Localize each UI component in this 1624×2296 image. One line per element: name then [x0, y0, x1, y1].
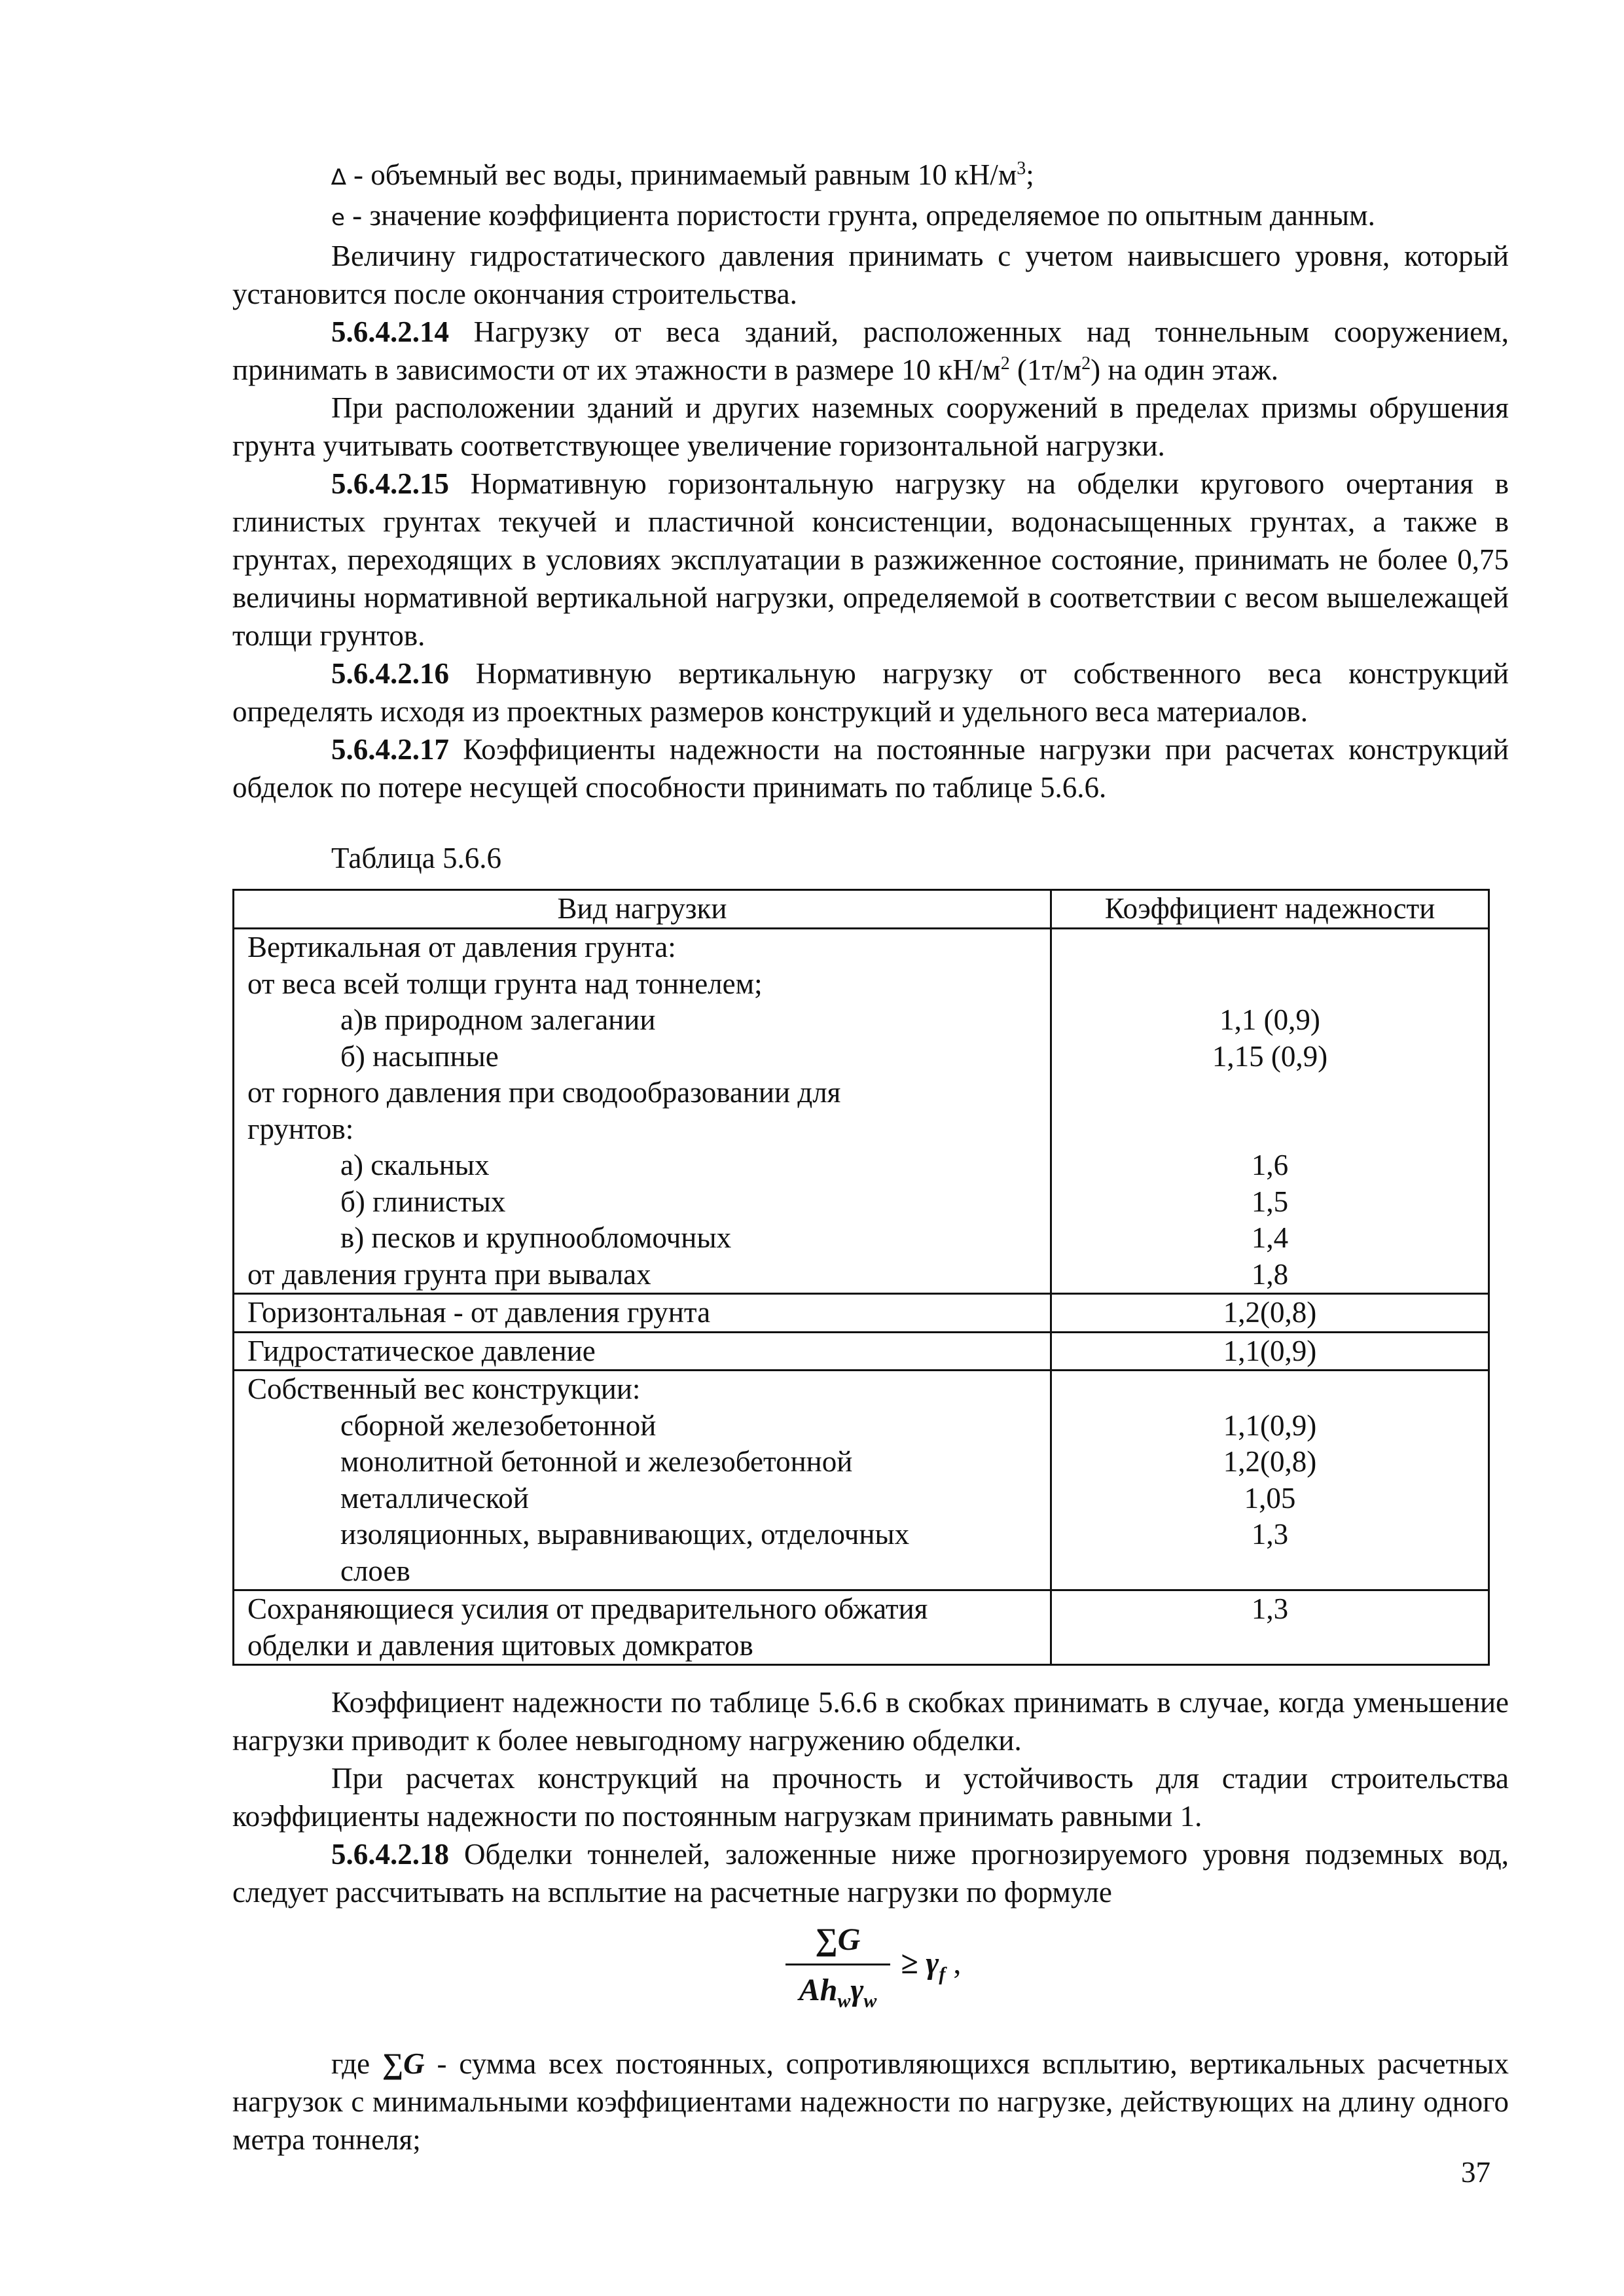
- reliability-table: [232, 889, 1490, 1666]
- formula-numerator: ∑G: [815, 1922, 861, 1957]
- paragraph-where: где ∑G - сумма всех постоянных, сопротивляющихся всплытию, вертикальных расчетных нагрузок с минимальными коэффициентами надежности по нагрузке, действующих на длину одного метра тоннеля;: [232, 2047, 1509, 2156]
- paragraph-5-6-4-2-18: 5.6.4.2.18 Обделки тоннелей, заложенные ниже прогнозируемого уровня подземных вод, следует рассчитывать на всплытие на расчетные нагрузки по формуле: [232, 1838, 1509, 1909]
- coefficient-value: 1,1(0,9): [1223, 1408, 1317, 1442]
- paragraph-brackets: Коэффициент надежности по таблице 5.6.6 в скобках принимать в случае, когда уменьшение нагрузки приводит к более невыгодному нагружению обделки.: [232, 1686, 1509, 1757]
- clause-number: 5.6.4.2.14: [331, 315, 449, 348]
- page-number: 37: [1461, 2156, 1490, 2189]
- coefficient-value: 1,1(0,9): [1223, 1334, 1317, 1367]
- paragraph-hydrostatic: Величину гидростатического давления принимать с учетом наивысшего уровня, который установится после окончания строительства.: [232, 240, 1509, 310]
- formula-denominator: $Ah_w\gamma_w$: [799, 1973, 877, 2012]
- load-type-line: от веса всей толщи грунта над тоннелем;: [247, 967, 763, 1000]
- body-text-bottom: [232, 1683, 1509, 1911]
- body-text-top: [232, 156, 1509, 806]
- load-type-line: Собственный вес конструкции:: [247, 1372, 641, 1405]
- paragraph-buildings: При расположении зданий и других наземных сооружений в пределах призмы обрушения грунта учитывать соответствующее увеличение горизонтальной нагрузки.: [232, 391, 1509, 462]
- coefficient-value: [1052, 1628, 1488, 1664]
- coefficient-cell: [1051, 929, 1489, 1294]
- paragraph-strength: При расчетах конструкций на прочность и устойчивость для стадии строительства коэффициенты надежности по постоянным нагрузкам принимать равными 1.: [232, 1762, 1509, 1833]
- coefficient-value: [1052, 929, 1488, 966]
- clause-number: 5.6.4.2.16: [331, 657, 449, 690]
- buoyancy-formula: [772, 1918, 1008, 2029]
- coefficient-value: 1,4: [1251, 1221, 1289, 1254]
- coefficient-cell: [1051, 1294, 1489, 1333]
- table-body: [234, 929, 1489, 1665]
- table-row: [234, 1371, 1489, 1590]
- delta-symbol: ∆: [331, 164, 346, 190]
- coefficient-value: [1052, 1371, 1488, 1408]
- table-header-row: [234, 890, 1489, 929]
- load-type-line: от горного давления при сводообразовании для: [247, 1076, 841, 1109]
- load-type-line: слоев: [340, 1554, 410, 1587]
- coefficient-value: 1,8: [1251, 1257, 1289, 1291]
- formula-fraction: [785, 1918, 890, 2014]
- coefficient-value: 1,15 (0,9): [1212, 1039, 1328, 1073]
- load-type-line: Сохраняющиеся усилия от предварительного обжатия: [247, 1592, 928, 1625]
- coefficient-cell: [1051, 1332, 1489, 1371]
- load-type-line: Горизонтальная - от давления грунта: [247, 1296, 711, 1329]
- coefficient-value: 1,2(0,8): [1223, 1296, 1317, 1329]
- coefficient-value: 1,5: [1251, 1185, 1289, 1218]
- table-row: [234, 1332, 1489, 1371]
- load-type-line: монолитной бетонной и железобетонной: [340, 1445, 853, 1478]
- load-type-line: грунтов:: [247, 1112, 354, 1145]
- load-type-line: б) глинистых: [340, 1185, 506, 1218]
- paragraph-5-6-4-2-14: 5.6.4.2.14 Нагрузку от веса зданий, расположенных над тоннельным сооружением, принимать в зависимости от их этажности в размере 10 $кН/м^2$ $(1т/м^2)$ на один этаж.: [232, 315, 1509, 386]
- header-coefficient: Коэффициент надежности: [1051, 890, 1489, 929]
- load-type-line: а)в природном залегании: [340, 1003, 656, 1036]
- table-row: [234, 1590, 1489, 1665]
- load-type-line: изоляционных, выравнивающих, отделочных: [340, 1518, 910, 1551]
- load-type-cell: [234, 1590, 1051, 1665]
- load-type-line: Гидростатическое давление: [247, 1334, 596, 1367]
- clause-number: 5.6.4.2.18: [331, 1838, 449, 1871]
- load-type-line: в) песков и крупнообломочных: [340, 1221, 732, 1254]
- body-text-where: [232, 2045, 1509, 2159]
- table-caption: Таблица 5.6.6: [331, 842, 501, 874]
- load-type-cell: [234, 1294, 1051, 1333]
- coefficient-cell: [1051, 1590, 1489, 1665]
- coefficient-value: 1,2(0,8): [1223, 1445, 1317, 1478]
- paragraph-5-6-4-2-15: 5.6.4.2.15 Нормативную горизонтальную нагрузку на обделки кругового очертания в глинистых грунтах текучей и пластичной консистенции, водонасыщенных грунтах, а также в грунтах, переходящих в условиях эксплуатации в разжиженное состояние, принимать не более 0,75 величины нормативной вертикальной нагрузки, определяемой в соответствии с весом вышележащей толщи грунтов.: [232, 467, 1509, 652]
- coefficient-value: 1,05: [1244, 1481, 1296, 1515]
- load-type-line: от давления грунта при вывалах: [247, 1257, 651, 1291]
- formula-relation: ≥ $\gamma_f$ ,: [901, 1946, 962, 1985]
- paragraph-5-6-4-2-16: 5.6.4.2.16 Нормативную вертикальную нагрузку от собственного веса конструкций определять исходя из проектных размеров конструкций и удельного веса материалов.: [232, 657, 1509, 728]
- coefficient-value: [1052, 1075, 1488, 1111]
- paragraph-porosity: е - значение коэффициента пористости грунта, определяемое по опытным данным.: [331, 199, 1375, 232]
- load-type-cell: [234, 929, 1051, 1294]
- coefficient-value: 1,3: [1251, 1592, 1289, 1625]
- coefficient-value: 1,3: [1251, 1518, 1289, 1551]
- load-type-line: Вертикальная от давления грунта:: [247, 931, 676, 963]
- table-row: [234, 1294, 1489, 1333]
- load-type-cell: [234, 1371, 1051, 1590]
- load-type-line: б) насыпные: [340, 1039, 499, 1073]
- header-load-type: Вид нагрузки: [234, 890, 1051, 929]
- load-type-line: обделки и давления щитовых домкратов: [247, 1628, 753, 1662]
- e-symbol: е: [331, 205, 345, 231]
- paragraph-5-6-4-2-17: 5.6.4.2.17 Коэффициенты надежности на постоянные нагрузки при расчетах конструкций обделок по потере несущей способности принимать по таблице 5.6.6.: [232, 733, 1509, 804]
- coefficient-value: [1052, 1553, 1488, 1590]
- load-type-line: сборной железобетонной: [340, 1408, 657, 1442]
- coefficient-value: 1,1 (0,9): [1219, 1003, 1320, 1036]
- fraction-bar: [785, 1964, 890, 1965]
- load-type-line: металлической: [340, 1481, 529, 1515]
- coefficient-value: [1052, 1111, 1488, 1148]
- clause-number: 5.6.4.2.17: [331, 733, 449, 766]
- coefficient-cell: [1051, 1371, 1489, 1590]
- coefficient-value: 1,6: [1251, 1149, 1289, 1181]
- sum-g-symbol: ∑G: [382, 2047, 425, 2080]
- coefficient-value: [1052, 966, 1488, 1003]
- load-type-line: а) скальных: [340, 1149, 490, 1181]
- paragraph-water-weight: ∆ - объемный вес воды, принимаемый равным 10 $кН/м^3$;: [331, 158, 1034, 191]
- clause-number: 5.6.4.2.15: [331, 467, 449, 500]
- table-row: [234, 929, 1489, 1294]
- load-type-cell: [234, 1332, 1051, 1371]
